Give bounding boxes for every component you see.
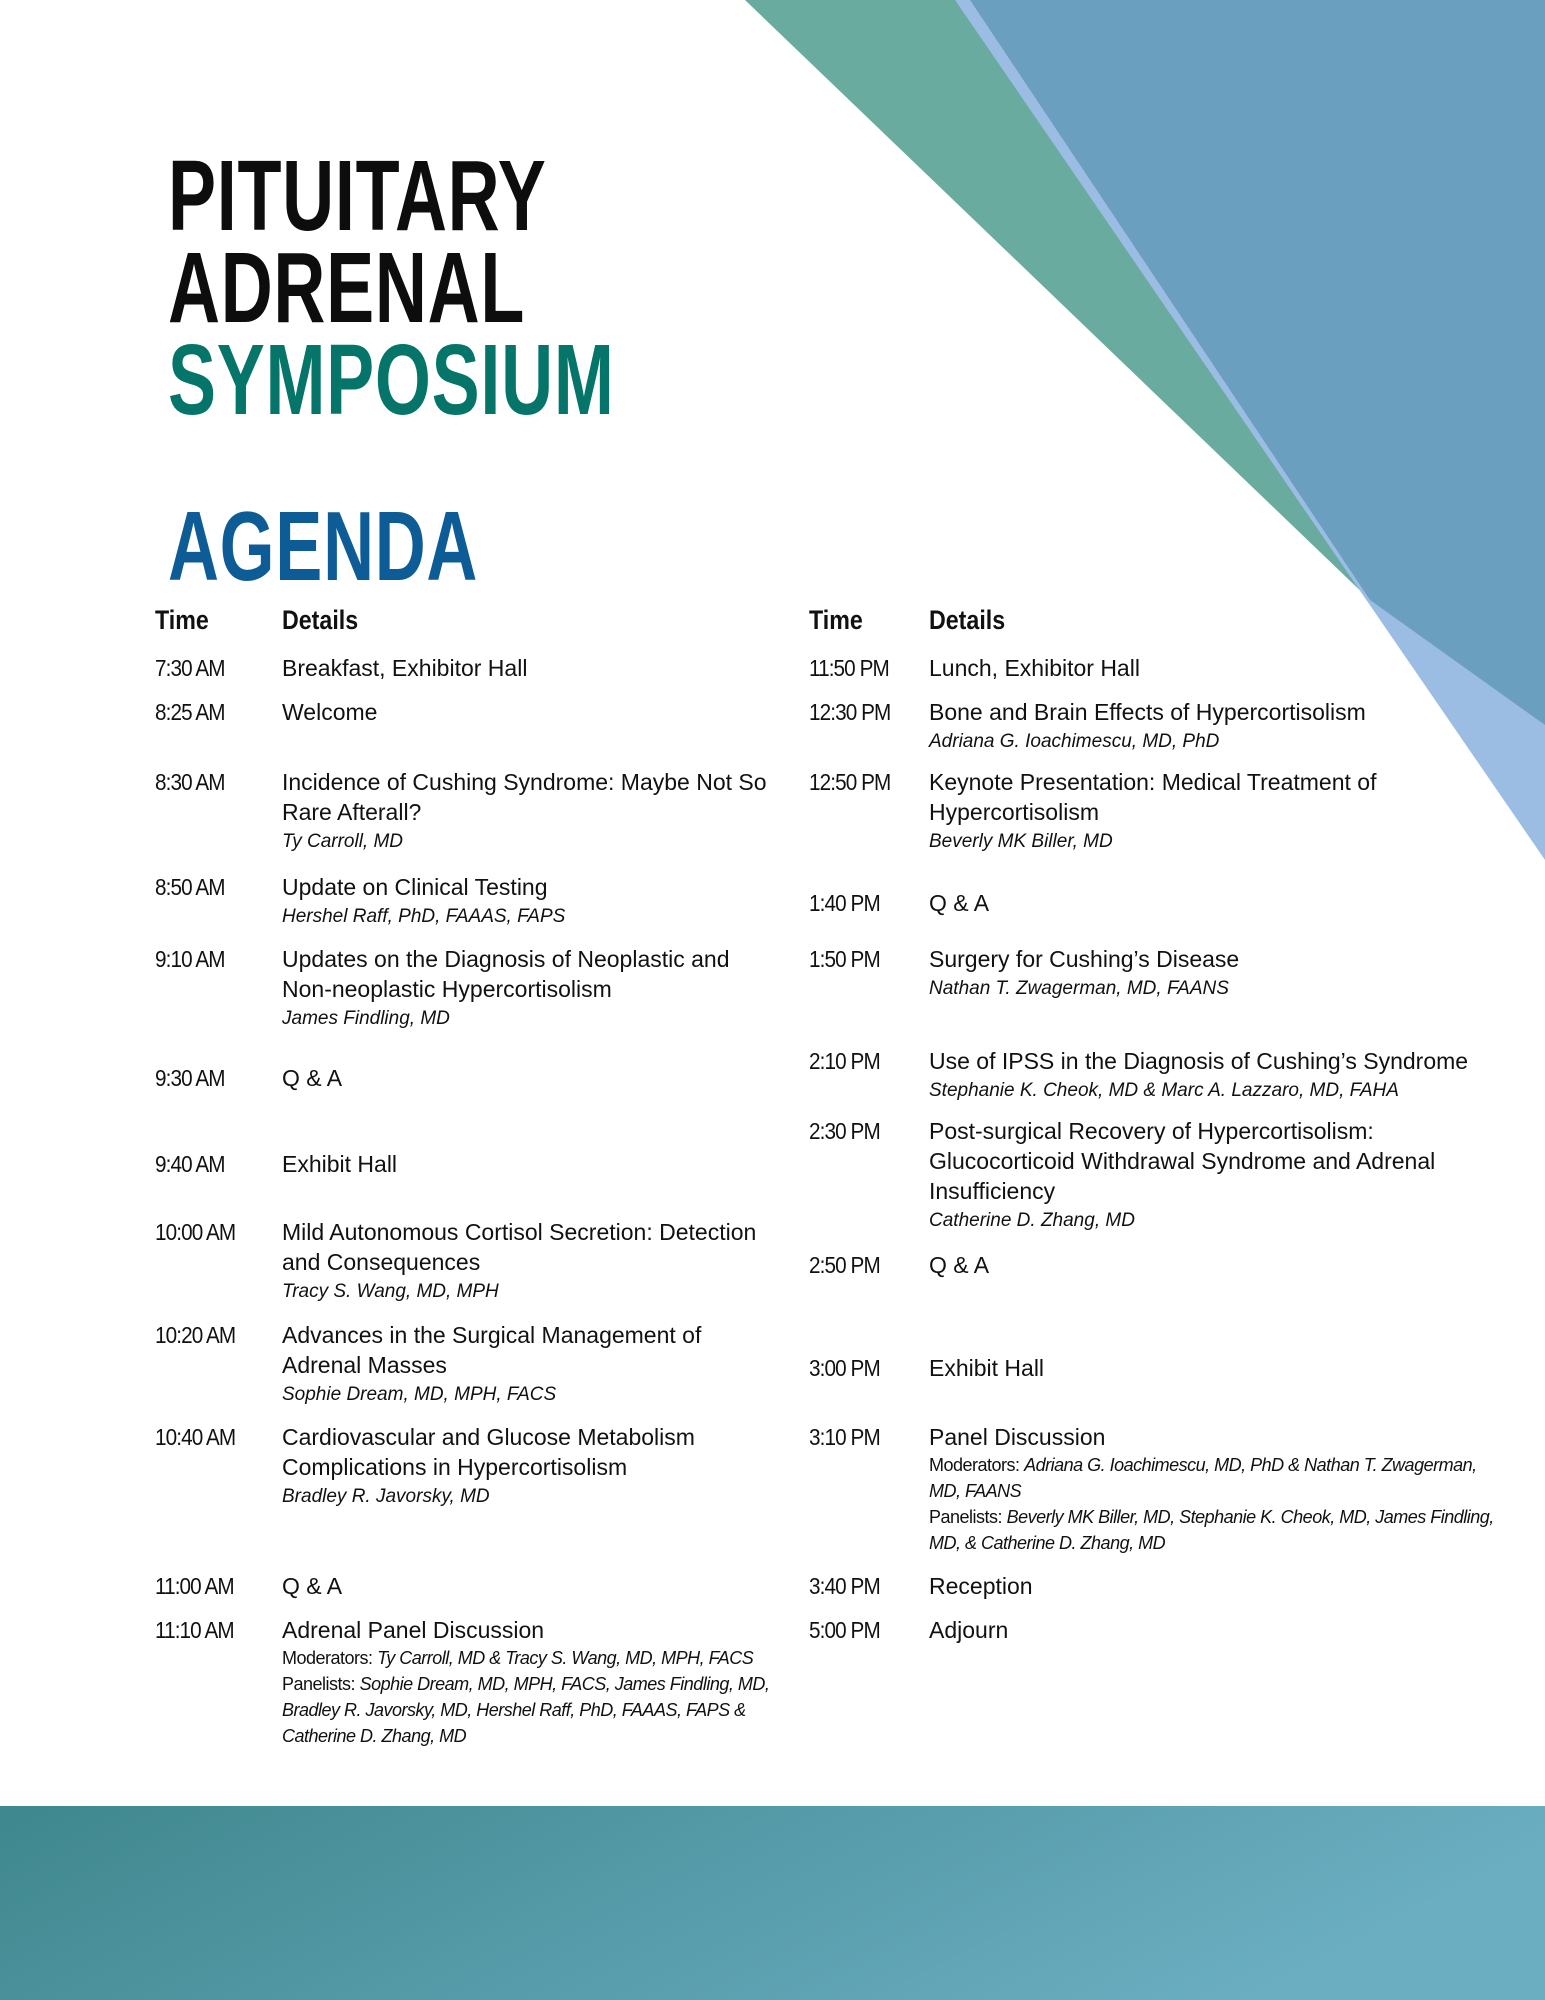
speaker-name: Sophie Dream, MD, MPH, FACS bbox=[282, 1384, 557, 1405]
agenda-time: 3:10 PM bbox=[809, 1424, 880, 1450]
agenda-time: 7:30 AM bbox=[155, 655, 225, 681]
agenda-time: 5:00 PM bbox=[809, 1617, 880, 1643]
agenda-time: 11:50 PM bbox=[809, 655, 889, 681]
agenda-details bbox=[282, 944, 782, 1034]
speaker-name: Tracy S. Wang, MD, MPH bbox=[282, 1281, 499, 1302]
details-header: Details bbox=[282, 605, 359, 635]
panelists-line bbox=[929, 1504, 1499, 1556]
agenda-time: 1:40 PM bbox=[809, 890, 880, 916]
session-title: Bone and Brain Effects of Hypercortisolism bbox=[929, 699, 1366, 725]
agenda-details bbox=[929, 888, 1499, 918]
session-title: Q & A bbox=[929, 1252, 990, 1278]
agenda-details bbox=[929, 1615, 1499, 1645]
agenda-details bbox=[282, 697, 782, 727]
session-title: Surgery for Cushing’s Disease bbox=[929, 946, 1240, 972]
agenda-details bbox=[282, 767, 782, 857]
agenda-time: 1:50 PM bbox=[809, 946, 880, 972]
moderators-line bbox=[282, 1645, 782, 1671]
agenda-details bbox=[282, 872, 782, 932]
agenda-details bbox=[929, 767, 1499, 857]
agenda-details bbox=[929, 1571, 1499, 1601]
session-title: Incidence of Cushing Syndrome: Maybe Not So Rare Afterall? bbox=[282, 769, 767, 825]
agenda-time: 2:30 PM bbox=[809, 1118, 880, 1144]
speaker-name: Beverly MK Biller, MD bbox=[929, 831, 1113, 852]
time-header: Time bbox=[809, 605, 863, 635]
title-line-symposium: SYMPOSIUM bbox=[168, 324, 615, 436]
panelists-names: Beverly MK Biller, MD, Stephanie K. Cheok, MD, James Findling, MD, & Catherine D. Zhang, MD bbox=[929, 1507, 1494, 1553]
agenda-time: 12:30 PM bbox=[809, 699, 891, 725]
session-title: Cardiovascular and Glucose Metabolism Complications in Hypercortisolism bbox=[282, 1424, 695, 1480]
agenda-heading: AGENDA bbox=[168, 491, 479, 601]
session-title: Welcome bbox=[282, 699, 378, 725]
details-header: Details bbox=[929, 605, 1006, 635]
session-title: Exhibit Hall bbox=[929, 1355, 1045, 1381]
agenda-details bbox=[929, 1422, 1499, 1556]
title-line-adrenal: ADRENAL bbox=[168, 232, 526, 344]
moderators-line bbox=[929, 1452, 1499, 1504]
agenda-time: 10:00 AM bbox=[155, 1219, 236, 1245]
agenda-time: 3:00 PM bbox=[809, 1355, 880, 1381]
session-title: Q & A bbox=[282, 1573, 343, 1599]
speaker-name: James Findling, MD bbox=[282, 1008, 450, 1029]
session-title: Q & A bbox=[282, 1065, 343, 1091]
agenda-time: 2:50 PM bbox=[809, 1252, 880, 1278]
session-title: Exhibit Hall bbox=[282, 1151, 398, 1177]
agenda-time: 3:40 PM bbox=[809, 1573, 880, 1599]
agenda-time: 8:30 AM bbox=[155, 769, 225, 795]
agenda-time: 11:00 AM bbox=[155, 1573, 234, 1599]
symposium-title bbox=[168, 140, 615, 436]
agenda-details bbox=[929, 1046, 1499, 1106]
agenda-column-right bbox=[809, 602, 1509, 1643]
session-title: Lunch, Exhibitor Hall bbox=[929, 655, 1140, 681]
speaker-name: Stephanie K. Cheok, MD & Marc A. Lazzaro, MD, FAHA bbox=[929, 1080, 1399, 1101]
session-title: Panel Discussion bbox=[929, 1424, 1106, 1450]
session-title: Advances in the Surgical Management of Adrenal Masses bbox=[282, 1322, 702, 1378]
agenda-details bbox=[929, 1353, 1499, 1383]
agenda-details bbox=[929, 1250, 1499, 1280]
agenda-details bbox=[282, 1217, 782, 1307]
session-title: Reception bbox=[929, 1573, 1033, 1599]
agenda-time: 9:30 AM bbox=[155, 1065, 225, 1091]
agenda-column-left bbox=[155, 602, 770, 1746]
agenda-time: 8:25 AM bbox=[155, 699, 225, 725]
speaker-name: Bradley R. Javorsky, MD bbox=[282, 1486, 490, 1507]
footer-band bbox=[0, 1806, 1545, 2000]
agenda-time: 12:50 PM bbox=[809, 769, 891, 795]
moderators-names: Adriana G. Ioachimescu, MD, PhD & Nathan T. Zwagerman, MD, FAANS bbox=[929, 1455, 1477, 1501]
agenda-details bbox=[929, 697, 1499, 757]
session-title: Mild Autonomous Cortisol Secretion: Detection and Consequences bbox=[282, 1219, 757, 1275]
agenda-details bbox=[282, 1063, 782, 1093]
panelists-label: Panelists: bbox=[929, 1507, 1003, 1527]
session-title: Breakfast, Exhibitor Hall bbox=[282, 655, 528, 681]
time-header: Time bbox=[155, 605, 209, 635]
column-header bbox=[809, 602, 1509, 642]
agenda-time: 11:10 AM bbox=[155, 1617, 234, 1643]
panelists-names: Sophie Dream, MD, MPH, FACS, James Findling, MD, Bradley R. Javorsky, MD, Hershel Raff, PhD, FAAAS, FAPS & Catherine D. Zhang, MD bbox=[282, 1674, 770, 1746]
session-title: Keynote Presentation: Medical Treatment of Hypercortisolism bbox=[929, 769, 1377, 825]
agenda-details bbox=[929, 944, 1499, 1004]
agenda-details bbox=[282, 1149, 782, 1179]
moderators-label: Moderators: bbox=[929, 1455, 1020, 1475]
title-line-pituitary: PITUITARY bbox=[168, 140, 547, 252]
agenda-details bbox=[282, 1571, 782, 1601]
speaker-name: Adriana G. Ioachimescu, MD, PhD bbox=[929, 731, 1220, 752]
session-title: Adjourn bbox=[929, 1617, 1009, 1643]
speaker-name: Nathan T. Zwagerman, MD, FAANS bbox=[929, 978, 1229, 999]
session-title: Use of IPSS in the Diagnosis of Cushing’s Syndrome bbox=[929, 1048, 1469, 1074]
agenda-details bbox=[282, 1615, 782, 1749]
moderators-label: Moderators: bbox=[282, 1648, 373, 1668]
speaker-name: Hershel Raff, PhD, FAAAS, FAPS bbox=[282, 906, 566, 927]
agenda-details bbox=[282, 1422, 782, 1512]
agenda-time: 10:40 AM bbox=[155, 1424, 236, 1450]
agenda-details bbox=[929, 653, 1499, 683]
moderators-names: Ty Carroll, MD & Tracy S. Wang, MD, MPH, FACS bbox=[377, 1648, 754, 1668]
agenda-time: 2:10 PM bbox=[809, 1048, 880, 1074]
agenda-details bbox=[282, 1320, 782, 1410]
agenda-time: 9:40 AM bbox=[155, 1151, 225, 1177]
column-header bbox=[155, 602, 765, 642]
session-title: Adrenal Panel Discussion bbox=[282, 1617, 545, 1643]
session-title: Updates on the Diagnosis of Neoplastic and Non-neoplastic Hypercortisolism bbox=[282, 946, 730, 1002]
speaker-name: Ty Carroll, MD bbox=[282, 831, 404, 852]
agenda-time: 8:50 AM bbox=[155, 874, 225, 900]
speaker-name: Catherine D. Zhang, MD bbox=[929, 1210, 1135, 1231]
panelists-line bbox=[282, 1671, 782, 1749]
agenda-time: 9:10 AM bbox=[155, 946, 225, 972]
agenda-details bbox=[282, 653, 782, 683]
session-title: Post-surgical Recovery of Hypercortisolism: Glucocorticoid Withdrawal Syndrome and Adrenal Insufficiency bbox=[929, 1118, 1436, 1204]
agenda-time: 10:20 AM bbox=[155, 1322, 236, 1348]
session-title: Q & A bbox=[929, 890, 990, 916]
session-title: Update on Clinical Testing bbox=[282, 874, 548, 900]
panelists-label: Panelists: bbox=[282, 1674, 356, 1694]
agenda-details bbox=[929, 1116, 1499, 1236]
